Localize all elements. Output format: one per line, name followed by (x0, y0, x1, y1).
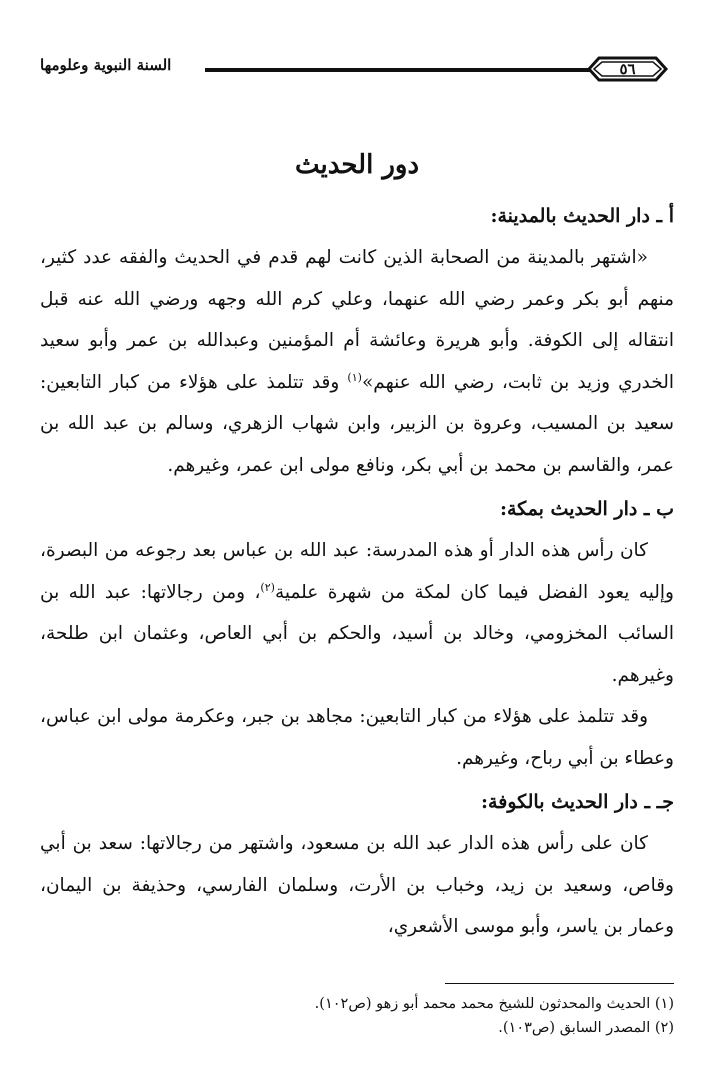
footnote-ref-1: (١) (347, 370, 362, 384)
paragraph-madina: «اشتهر بالمدينة من الصحابة الذين كانت لهم قدم في الحديث والفقه عدد كثير، منهم أبو بكر وعمر رضي الله عنهما، وعلي كرم الله وجهه ورضي الله عنه قبل انتقاله إلى الكوفة. وأبو هريرة وعائشة أم المؤمنين وعبدالله بن عمر وأبو سعيد الخدري وزيد بن ثابت، رضي الله عنهم»$^{(١)}$ وقد تتلمذ على هؤلاء من كبار التابعين: سعيد بن المسيب، وعروة بن الزبير، وابن شهاب الزهري، وسالم بن عبد الله بن عمر، والقاسم بن محمد بن أبي بكر، ونافع مولى ابن عمر، وغيرهم. (40, 247, 674, 476)
footnote-1: (١) الحديث والمحدثون للشيخ محمد محمد أبو زهو (ص١٠٢). (314, 996, 674, 1012)
section-heading-madina: أ ـ دار الحديث بالمدينة: (490, 205, 674, 227)
header-rule (205, 68, 590, 72)
chapter-title: دور الحديث (294, 150, 420, 180)
footnote-2: (٢) المصدر السابق (ص١٠٣). (498, 1020, 674, 1036)
paragraph-makkah-2: وقد تتلمذ على هؤلاء من كبار التابعين: مجاهد بن جبر، وعكرمة مولى ابن عباس، وعطاء بن أبي رباح، وغيرهم. (40, 706, 674, 769)
paragraph-makkah-1: كان رأس هذه الدار أو هذه المدرسة: عبد الله بن عباس بعد رجوعه من البصرة، وإليه يعود الفضل فيما كان لمكة من شهرة علمية$^{(٢)}$، ومن رجالاتها: عبد الله بن السائب المخزومي، وخالد بن أسيد، والحكم بن أبي العاص، وعثمان ابن طلحة، وغيرهم. (40, 540, 674, 686)
section-heading-makkah: ب ـ دار الحديث بمكة: (499, 498, 674, 520)
running-title: السنة النبوية وعلومها (40, 56, 172, 74)
section-heading-kufa: جـ ـ دار الحديث بالكوفة: (481, 791, 674, 813)
paragraph-kufa: كان على رأس هذه الدار عبد الله بن مسعود، واشتهر من رجالاتها: سعد بن أبي وقاص، وسعيد بن زيد، وخباب بن الأرت، وسلمان الفارسي، وحذيفة بن اليمان، وعمار بن ياسر، وأبو موسى الأشعري، (40, 833, 674, 937)
page-number: ٥٦ (619, 60, 636, 78)
page-body (40, 145, 674, 948)
footnote-rule (445, 983, 674, 984)
footnotes (40, 992, 674, 1040)
footnote-ref-2: (٢) (260, 580, 275, 594)
page-header (0, 0, 713, 110)
